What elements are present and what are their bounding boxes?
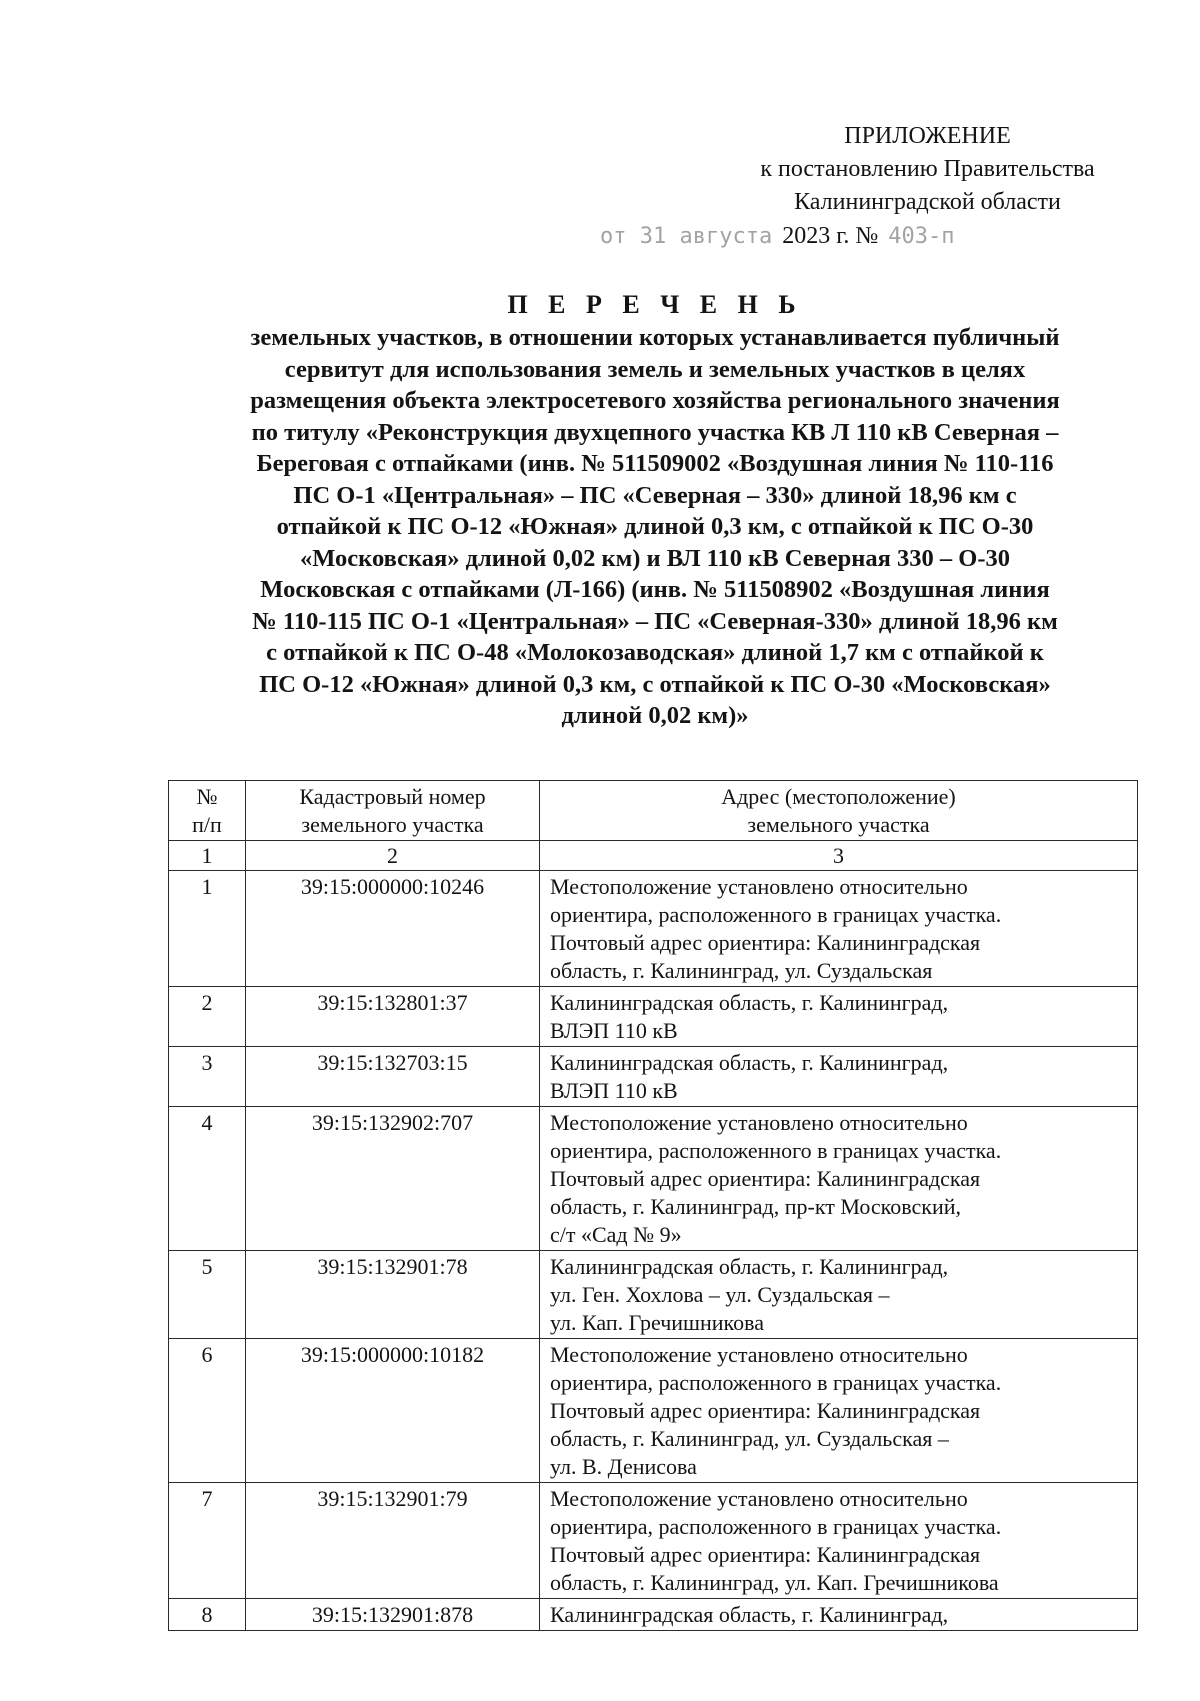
plot-address	[540, 871, 1138, 987]
description-line: земельных участков, в отношении которых устанавливается публичный	[250, 324, 1060, 351]
plot-address	[540, 1339, 1138, 1483]
plot-address	[540, 987, 1138, 1047]
address-line: Местоположение установлено относительно	[550, 1486, 968, 1511]
column-number-row	[169, 841, 1138, 871]
plot-address	[540, 1047, 1138, 1107]
header-number: № п/п	[169, 781, 246, 841]
address-line: Калининградская область, г. Калининград,	[550, 1254, 949, 1279]
cadastral-number: 39:15:132901:78	[246, 1251, 540, 1339]
description-line: ПС О-1 «Центральная» – ПС «Северная – 330» длиной 18,96 км с	[293, 481, 1017, 509]
row-number: 8	[169, 1599, 246, 1631]
address-line: Почтовый адрес ориентира: Калининградская	[550, 930, 981, 955]
description-line: Московская с отпайками (Л-166) (инв. № 511508902 «Воздушная линия	[260, 576, 1050, 603]
column-number: 3	[540, 841, 1138, 871]
address-line: Калининградская область, г. Калининград,	[550, 990, 949, 1015]
cadastral-number: 39:15:000000:10182	[246, 1339, 540, 1483]
header-address: Адрес (местоположение) земельного участка	[540, 781, 1138, 841]
row-number: 7	[169, 1483, 246, 1599]
cadastral-number: 39:15:132902:707	[246, 1107, 540, 1251]
address-line: ул. В. Денисова	[550, 1454, 697, 1479]
cadastral-number: 39:15:132901:878	[246, 1599, 540, 1631]
table-row	[169, 987, 1138, 1047]
appendix-title: ПРИЛОЖЕНИЕ	[844, 123, 1011, 149]
description-line: с отпайкой к ПС О-48 «Молокозаводская» длиной 1,7 км с отпайкой к	[266, 639, 1044, 666]
address-line: Калининградская область, г. Калининград,	[550, 1050, 949, 1075]
address-line: Местоположение установлено относительно	[550, 1110, 968, 1135]
row-number: 3	[169, 1047, 246, 1107]
land-plots-table	[168, 780, 1138, 1631]
plot-address	[540, 1599, 1138, 1631]
description-line: размещения объекта электросетевого хозяйства регионального значения	[250, 387, 1060, 414]
address-line: Местоположение установлено относительно	[550, 874, 968, 899]
address-line: область, г. Калининград, ул. Суздальская –	[550, 1426, 949, 1451]
address-line: ВЛЭП 110 кВ	[550, 1018, 678, 1043]
address-line: ориентира, расположенного в границах участка.	[550, 1514, 1002, 1539]
row-number: 5	[169, 1251, 246, 1339]
plot-address	[540, 1483, 1138, 1599]
description-line: сервитут для использования земель и земельных участков в целях	[284, 355, 1026, 383]
address-line: Почтовый адрес ориентира: Калининградская	[550, 1166, 981, 1191]
address-line: ориентира, расположенного в границах участка.	[550, 1370, 1002, 1395]
plot-address	[540, 1251, 1138, 1339]
row-number: 6	[169, 1339, 246, 1483]
appendix-resolution-line: к постановлению Правительства	[760, 156, 1095, 182]
description-line: длиной 0,02 км)»	[561, 702, 749, 729]
description-line: № 110-115 ПС О-1 «Центральная» – ПС «Северная-330» длиной 18,96 км	[252, 607, 1058, 635]
table-row	[169, 1599, 1138, 1631]
table-row	[169, 1107, 1138, 1251]
column-number: 2	[246, 841, 540, 871]
list-title: П Е Р Е Ч Е Н Ь	[507, 290, 803, 319]
address-line: Калининградская область, г. Калининград,	[550, 1602, 949, 1627]
date-stamp: от 31 августа	[600, 224, 773, 249]
cadastral-number: 39:15:132901:79	[246, 1483, 540, 1599]
address-line: Почтовый адрес ориентира: Калининградская	[550, 1398, 981, 1423]
table-row	[169, 1339, 1138, 1483]
appendix-date-line	[600, 220, 1160, 253]
address-line: область, г. Калининград, пр-кт Московский,	[550, 1194, 962, 1219]
address-line: ул. Кап. Гречишникова	[550, 1310, 764, 1335]
number-stamp: 403-п	[888, 224, 955, 249]
row-number: 4	[169, 1107, 246, 1251]
address-line: ориентира, расположенного в границах участка.	[550, 1138, 1002, 1163]
header-cadastral: Кадастровый номер земельного участка	[246, 781, 540, 841]
description-line: ПС О-12 «Южная» длиной 0,3 км, с отпайкой к ПС О-30 «Московская»	[259, 670, 1051, 698]
description-line: Береговая с отпайками (инв. № 511509002 «Воздушная линия № 110-116	[256, 450, 1054, 477]
table-row	[169, 1047, 1138, 1107]
plot-address	[540, 1107, 1138, 1251]
list-heading	[175, 290, 1135, 732]
description-line: по титулу «Реконструкция двухцепного участка КВ Л 110 кВ Северная –	[251, 418, 1059, 446]
table-row	[169, 1251, 1138, 1339]
address-line: область, г. Калининград, ул. Кап. Гречишникова	[550, 1570, 999, 1595]
table-header-row	[169, 781, 1138, 841]
cadastral-number: 39:15:132801:37	[246, 987, 540, 1047]
address-line: Почтовый адрес ориентира: Калининградская	[550, 1542, 981, 1567]
description-line: «Московская» длиной 0,02 км) и ВЛ 110 кВ Северная 330 – О-30	[299, 544, 1011, 572]
table-row	[169, 1483, 1138, 1599]
address-line: Местоположение установлено относительно	[550, 1342, 968, 1367]
description-line: отпайкой к ПС О-12 «Южная» длиной 0,3 км, с отпайкой к ПС О-30	[276, 513, 1034, 540]
row-number: 1	[169, 871, 246, 987]
column-number: 1	[169, 841, 246, 871]
address-line: ул. Ген. Хохлова – ул. Суздальская –	[550, 1282, 890, 1307]
row-number: 2	[169, 987, 246, 1047]
appendix-region-line: Калининградской области	[794, 189, 1061, 215]
date-year-number: 2023 г. №	[782, 223, 879, 249]
list-description	[175, 322, 1135, 732]
cadastral-number: 39:15:000000:10246	[246, 871, 540, 987]
appendix-block	[600, 120, 1160, 253]
address-line: ВЛЭП 110 кВ	[550, 1078, 678, 1103]
cadastral-number: 39:15:132703:15	[246, 1047, 540, 1107]
address-line: с/т «Сад № 9»	[550, 1222, 682, 1247]
address-line: область, г. Калининград, ул. Суздальская	[550, 958, 933, 983]
table-body	[169, 871, 1138, 1631]
table-row	[169, 871, 1138, 987]
address-line: ориентира, расположенного в границах участка.	[550, 902, 1002, 927]
